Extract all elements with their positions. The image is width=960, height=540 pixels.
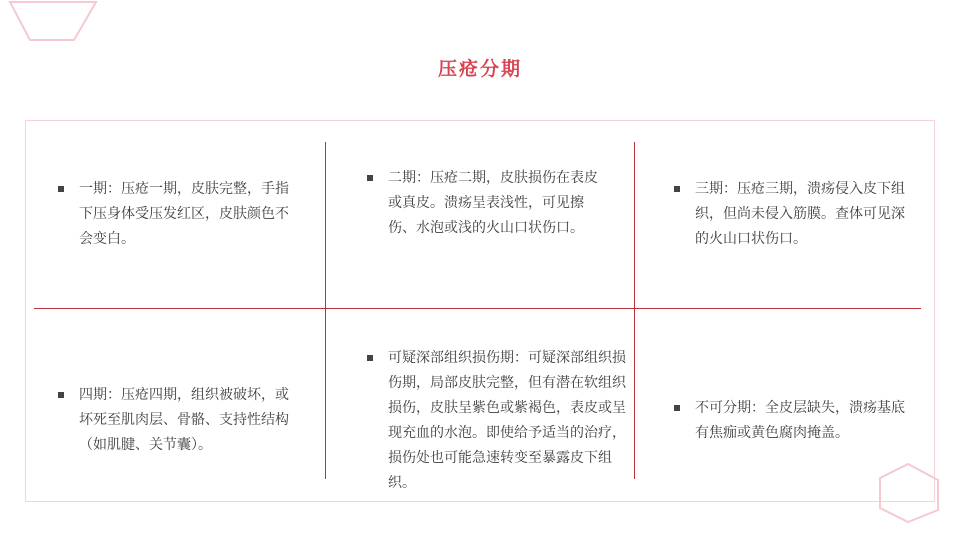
stage-2-text: 二期：压疮二期，皮肤损伤在表皮或真皮。溃疡呈表浅性，可见擦伤、水泡或浅的火山口状伤口。 bbox=[388, 170, 598, 236]
square-bullet-icon bbox=[367, 175, 373, 181]
slide-title: 压疮分期 bbox=[437, 58, 522, 80]
stage-1-text: 一期：压疮一期，皮肤完整，手指下压身体受压发红区，皮肤颜色不会变白。 bbox=[79, 181, 289, 247]
horizontal-divider bbox=[34, 308, 921, 309]
square-bullet-icon bbox=[674, 405, 680, 411]
stage-3-text: 三期：压疮三期，溃疡侵入皮下组织，但尚未侵入筋膜。查体可见深的火山口状伤口。 bbox=[695, 181, 905, 247]
square-bullet-icon bbox=[367, 355, 373, 361]
stage-4-text: 四期：压疮四期，组织被破坏，或坏死至肌肉层、骨骼、支持性结构（如肌腱、关节囊）。 bbox=[79, 387, 289, 453]
stage-3-item bbox=[674, 177, 909, 252]
stage-2-item bbox=[367, 166, 602, 241]
stage-1-item bbox=[58, 177, 293, 252]
vertical-divider-left bbox=[325, 142, 326, 479]
square-bullet-icon bbox=[674, 186, 680, 192]
unstageable-text: 不可分期：全皮层缺失，溃疡基底有焦痂或黄色腐肉掩盖。 bbox=[695, 400, 905, 441]
hexagon-decoration-top-left bbox=[0, 0, 100, 44]
suspected-deep-tissue-injury-item bbox=[367, 346, 637, 496]
square-bullet-icon bbox=[58, 392, 64, 398]
suspected-deep-tissue-injury-text: 可疑深部组织损伤期：可疑深部组织损伤期，局部皮肤完整，但有潜在软组织损伤，皮肤呈紫色或紫褐色，表皮或呈现充血的水泡。即使给予适当的治疗，损伤处也可能急速转变至暴露皮下组织。 bbox=[388, 350, 626, 491]
hexagon-decoration-bottom-right bbox=[874, 462, 944, 524]
stage-4-item bbox=[58, 383, 293, 458]
square-bullet-icon bbox=[58, 186, 64, 192]
unstageable-item bbox=[674, 396, 909, 446]
